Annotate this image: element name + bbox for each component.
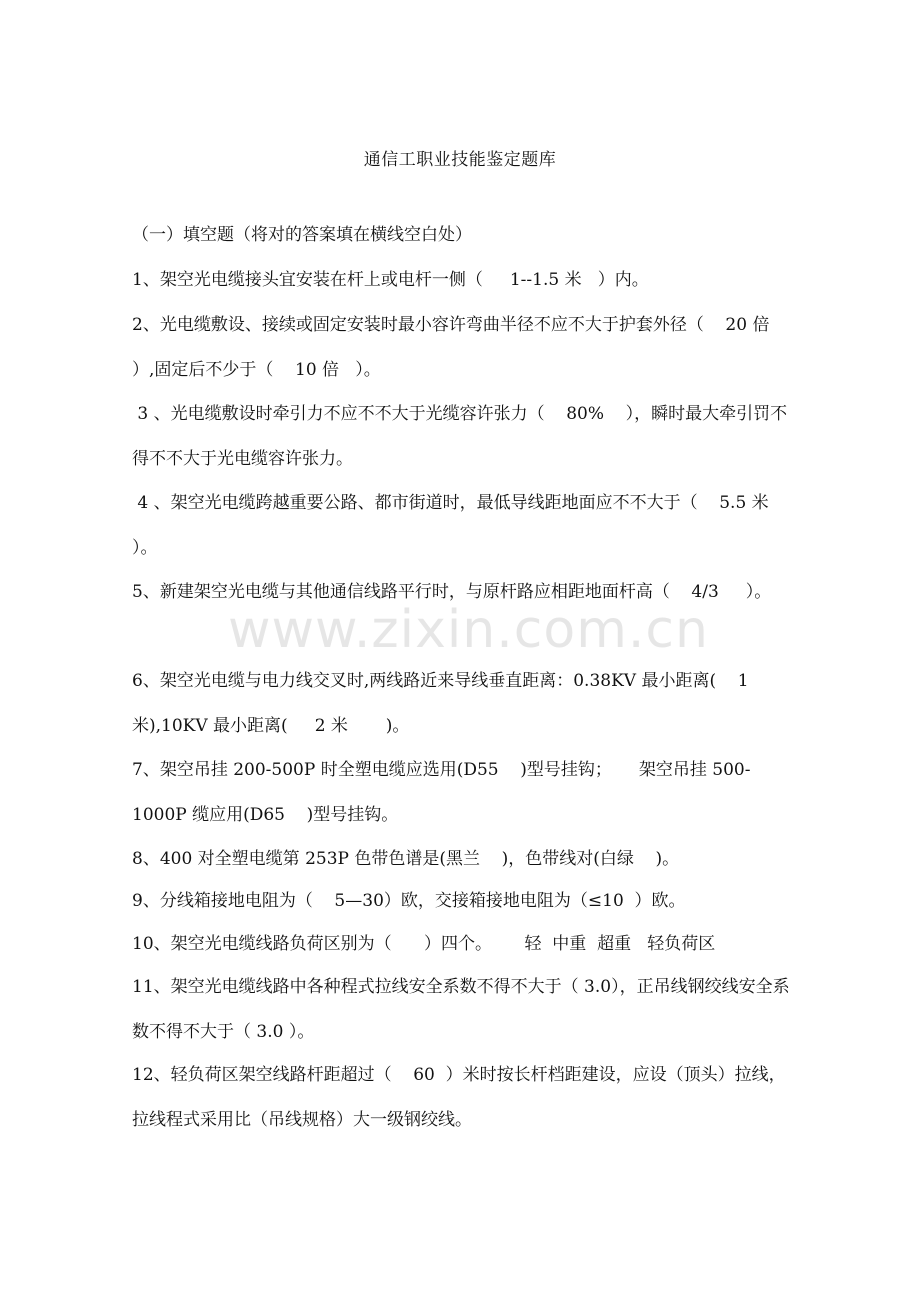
question-1: 1、架空光电缆接头宜安装在杆上或电杆一侧（ 1--1.5 米 ）内。 (132, 270, 649, 290)
question-4: 4 、架空光电缆跨越重要公路、都市街道时，最低导线距地面应不不大于（ 5.5 米 ）。 (132, 493, 785, 558)
question-2: 2、光电缆敷设、接续或固定安装时最小容许弯曲半径不应不大于护套外径（ 20 倍 ）,固定后不少于（ 10 倍 ）。 (132, 315, 786, 380)
question-7: 7、架空吊挂 200-500P 时全塑电缆应选用(D55 )型号挂钩； 架空吊挂 500-1000P 缆应用(D65 )型号挂钩。 (132, 760, 751, 825)
question-6: 6、架空光电缆与电力线交叉时,两线路近来导线垂直距离：0.38KV 最小距离( 1 米),10KV 最小距离( 2 米 )。 (132, 671, 754, 736)
question-11: 11、架空光电缆线路中各种程式拉线安全系数不得不大于（ 3.0），正吊线钢绞线安全系数不得不大于（ 3.0 ）。 (132, 977, 790, 1042)
section-heading: （一）填空题（将对的答案填在横线空白处） (132, 225, 472, 245)
question-12: 12、轻负荷区架空线路杆距超过（ 60 ）米时按长杆档距建设，应设（顶头）拉线，拉线程式采用比（吊线规格）大一级钢绞线。 (132, 1065, 786, 1130)
question-5: 5、新建架空光电缆与其他通信线路平行时，与原杆路应相距地面杆高（ 4/3 ）。 (132, 582, 772, 602)
question-8: 8、400 对全塑电缆第 253P 色带色谱是(黑兰 )，色带线对(白绿 )。 (132, 849, 680, 869)
question-9: 9、分线箱接地电阻为（ 5—30）欧，交接箱接地电阻为（≤10 ）欧。 (132, 891, 686, 911)
question-3: 3 、光电缆敷设时牵引力不应不不大于光缆容许张力（ 80% ），瞬时最大牵引罚不得不不大于光电缆容许张力。 (132, 404, 788, 469)
question-10: 10、架空光电缆线路负荷区别为（ ）四个。 轻 中重 超重 轻负荷区 (132, 934, 716, 954)
document-title: 通信工职业技能鉴定题库 (363, 150, 557, 170)
watermark-text: www.zixin.com.cn (228, 600, 709, 660)
